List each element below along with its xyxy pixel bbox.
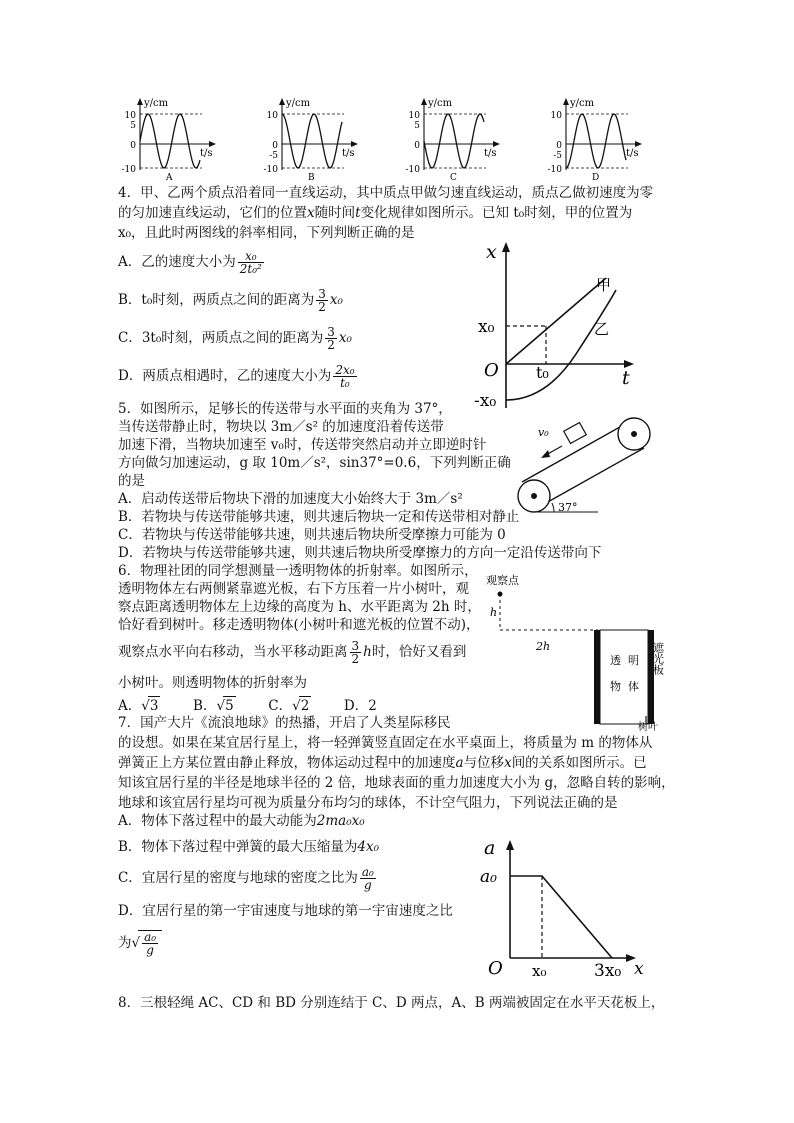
q6-leaf-label: 树叶	[638, 722, 658, 733]
wave-D-tick: -5	[553, 151, 562, 161]
q5-option-c: C．若物块与传送带能够共速，则共速后物块所受摩擦力可能为 0	[118, 527, 506, 543]
q6-left-shade	[594, 630, 600, 724]
wave-C-ylabel: y/cm	[428, 98, 453, 109]
q4-x0-label: x₀	[478, 317, 495, 337]
q7-x0-label: x₀	[532, 962, 547, 980]
q6-line1: 6．物理社团的同学想测量一透明物体的折射率。如图所示，	[118, 563, 478, 579]
q5-line2: 当传送带静止时，物块以 3m／s² 的加速度沿着传送带	[118, 419, 444, 435]
q5-option-b: B．若物块与传送带能够共速，则共速后物块一定和传送带相对静止	[118, 509, 520, 525]
q5-line5: 的是	[118, 473, 145, 489]
q5-pulley-left-hub	[531, 493, 537, 499]
wave-A-t-arrow	[209, 141, 216, 147]
q7-line2: 的设想。如果在某宜居行星上，将一轻弹簧竖直固定在水平桌面上，将质量为 m 的物体从	[118, 735, 653, 751]
q6-line5: 观察点水平向右移动，当水平移动距离 $\frac{3}{2}$ h时，恰好又看到	[118, 639, 467, 666]
q6-options	[118, 696, 377, 715]
q7-line4: 知该宜居行星的半径是地球半径的 2 倍，地球表面的重力加速度大小为 g，忽略自转的影响，	[118, 775, 675, 791]
q7-option-d-line2: 为√ $\frac{\text{a₀}}{g}$	[118, 930, 162, 956]
wave-C-t-arrow	[493, 141, 500, 147]
q5-line1: 5．如图所示，足够长的传送带与水平面的夹角为 37°，	[118, 401, 452, 417]
q4-jia-label: 甲	[596, 276, 612, 294]
q7-line3: 弹簧正上方某位置由静止释放，物体运动过程中的加速度a与位移x间的关系如图所示。已	[118, 755, 647, 771]
wave-C-tick: 10	[408, 111, 420, 121]
q4-origin-label: O	[484, 360, 499, 381]
wave-B-tick: 10	[266, 111, 278, 121]
q6-option-d: D．2	[343, 698, 377, 714]
wave-D-tick: 0	[556, 141, 562, 151]
q5-option-a: A．启动传送带后物块下滑的加速度大小始终大于 3m／s²	[118, 491, 463, 507]
q6-2h-label: 2h	[536, 640, 551, 653]
q6-body-char4: 体	[628, 680, 639, 693]
q6-option-a: A．√3	[118, 698, 159, 714]
wave-C-tick: 5	[414, 121, 420, 131]
wave-B-curve	[282, 114, 342, 168]
q6-option-c: C．√2	[268, 698, 310, 714]
q5-velocity-arrowhead	[541, 450, 550, 458]
wave-D-t-arrow	[635, 141, 642, 147]
wave-A-tlabel: t/s	[200, 148, 213, 159]
q4-option-d: D．两质点相遇时，乙的速度大小为 $\frac{\text{2x₀}}{\text{t₀}}$	[118, 363, 355, 390]
q6-body-char2: 明	[628, 654, 639, 667]
q4-line-jia	[506, 278, 606, 364]
q5-pulley-right-hub	[631, 431, 637, 437]
q4-option-a: A．乙的速度大小为 $\frac{\text{x₀}}{\text{2t₀²}}$	[118, 249, 262, 276]
wave-D-tick: 10	[550, 111, 562, 121]
q6-line3: 察点距离透明物体左上边缘的高度为 h、水平距离为 2h 时，	[118, 599, 481, 615]
q6-line6: 小树叶。则透明物体的折射率为	[118, 675, 307, 691]
q7-option-a: A．物体下落过程中的最大动能为2ma₀x₀	[118, 813, 365, 829]
wave-graphs-svg	[112, 96, 639, 183]
q6-refraction-figure	[480, 570, 680, 732]
q7-option-b: B．物体下落过程中弹簧的最大压缩量为4x₀	[118, 839, 380, 855]
q6-shade-label: 遮光板	[651, 642, 665, 675]
wave-B-letter: B	[308, 173, 315, 183]
q4-option-b: B．t₀时刻，两质点之间的距离为 $\frac{3}{2}$ x₀	[118, 287, 343, 314]
q7-line5: 地球和该宜居行星均可视为质量分布均匀的球体，不计空气阻力，下列说法正确的是	[118, 795, 618, 811]
q4-xt-graph	[470, 238, 645, 413]
q6-transparent-body	[600, 630, 648, 724]
q8-line1: 8．三根轻绳 AC、CD 和 BD 分别连结于 C、D 两点，A、B 两端被固定在水平天花板上，	[118, 995, 665, 1011]
wave-D-curve	[566, 114, 626, 168]
wave-A-tick: 5	[130, 121, 136, 131]
q4-t0-label: t₀	[536, 363, 549, 382]
q5-line3: 加速下滑，当物块加速至 v₀时，传送带突然启动并立即逆时针	[118, 437, 487, 453]
wave-A-tick: 10	[124, 111, 136, 121]
q4-option-c: C．3t₀时刻，两质点之间的距离为 $\frac{3}{2}$ x₀	[118, 325, 352, 352]
q5-angle-label: 37°	[558, 501, 578, 514]
wave-graphs-row	[112, 96, 639, 183]
q7-x-label: x	[634, 959, 644, 979]
q7-a-x-line	[510, 876, 612, 958]
q4-yi-label: 乙	[594, 320, 610, 338]
q7-a-label: a	[484, 837, 496, 859]
wave-B-tick: 0	[272, 141, 278, 151]
q4-x-label: x	[486, 241, 497, 263]
q6-body-char1: 透	[610, 654, 621, 667]
wave-A-tick: -10	[121, 165, 136, 175]
q5-angle-arc	[552, 503, 554, 512]
q5-v0-label: v₀	[538, 426, 549, 439]
wave-C-tlabel: t/s	[484, 148, 497, 159]
q7-3x0-label: 3x₀	[594, 961, 622, 981]
q4-negx0-label: -x₀	[474, 391, 497, 411]
q5-line4: 方向做匀加速运动，g 取 10m／s²，sin37°=0.6，下列判断正确	[118, 455, 511, 471]
wave-A-y-arrow	[137, 98, 143, 105]
q7-ax-graph	[474, 832, 654, 982]
wave-B-tick: -10	[263, 165, 278, 175]
wave-C-letter: C	[450, 173, 457, 183]
q6-option-b: B．√5	[193, 698, 234, 714]
q7-a0-label: a₀	[480, 867, 497, 887]
wave-D-y-arrow	[563, 98, 569, 105]
wave-B-tick: -5	[269, 151, 278, 161]
wave-D-tlabel: t/s	[626, 148, 639, 159]
wave-C-tick: -10	[405, 165, 420, 175]
q5-block	[564, 423, 587, 444]
q7-option-c: C．宜居行星的密度与地球的密度之比为 $\frac{\text{a₀}}{g}$	[118, 865, 374, 892]
wave-C-y-arrow	[421, 98, 427, 105]
wave-D-letter: D	[592, 173, 600, 183]
wave-B-y-arrow	[279, 98, 285, 105]
q5-conveyor-figure	[508, 412, 658, 520]
wave-B-t-arrow	[351, 141, 358, 147]
q4-line3: x₀，且此时两图线的斜率相同，下列判断正确的是	[118, 225, 415, 241]
wave-A-ylabel: y/cm	[144, 98, 169, 109]
wave-A-curve	[140, 114, 200, 168]
wave-A-letter: A	[166, 173, 173, 183]
q4-t-label: t	[622, 367, 630, 389]
wave-C-curve	[424, 114, 484, 168]
q6-body-char3: 物	[610, 680, 621, 693]
q7-line1: 7．国产大片《流浪地球》的热播，开启了人类星际移民	[118, 715, 451, 731]
q4-line1: 4．甲、乙两个质点沿着同一直线运动，其中质点甲做匀速直线运动，质点乙做初速度为零	[118, 185, 654, 201]
wave-D-ylabel: y/cm	[570, 98, 595, 109]
q4-curve-yi	[506, 290, 616, 400]
q6-observer-label: 观察点	[486, 574, 519, 587]
q7-a-axis-arrow	[506, 840, 514, 850]
q7-option-d-line1: D．宜居行星的第一宇宙速度与地球的第一宇宙速度之比	[118, 903, 453, 919]
q5-option-d: D．若物块与传送带能够共速，则共速后物块所受摩擦力的方向一定沿传送带向下	[118, 545, 602, 561]
wave-C-tick: 0	[414, 141, 420, 151]
wave-A-tick: 0	[130, 141, 136, 151]
q7-origin-label: O	[488, 958, 503, 979]
q4-line2: 的匀加速直线运动，它们的位置x随时间t变化规律如图所示。已知 t₀时刻，甲的位置为	[118, 205, 633, 221]
wave-B-tlabel: t/s	[342, 148, 355, 159]
q4-x-axis-arrow	[502, 242, 510, 252]
wave-B-ylabel: y/cm	[286, 98, 311, 109]
q6-line4: 恰好看到树叶。移走透明物体(小树叶和遮光板的位置不动)，	[118, 617, 480, 633]
q6-line2: 透明物体左右两侧紧靠遮光板，右下方压着一片小树叶，观	[118, 581, 469, 597]
wave-D-tick: -10	[547, 165, 562, 175]
q6-h-label: h	[490, 606, 498, 619]
